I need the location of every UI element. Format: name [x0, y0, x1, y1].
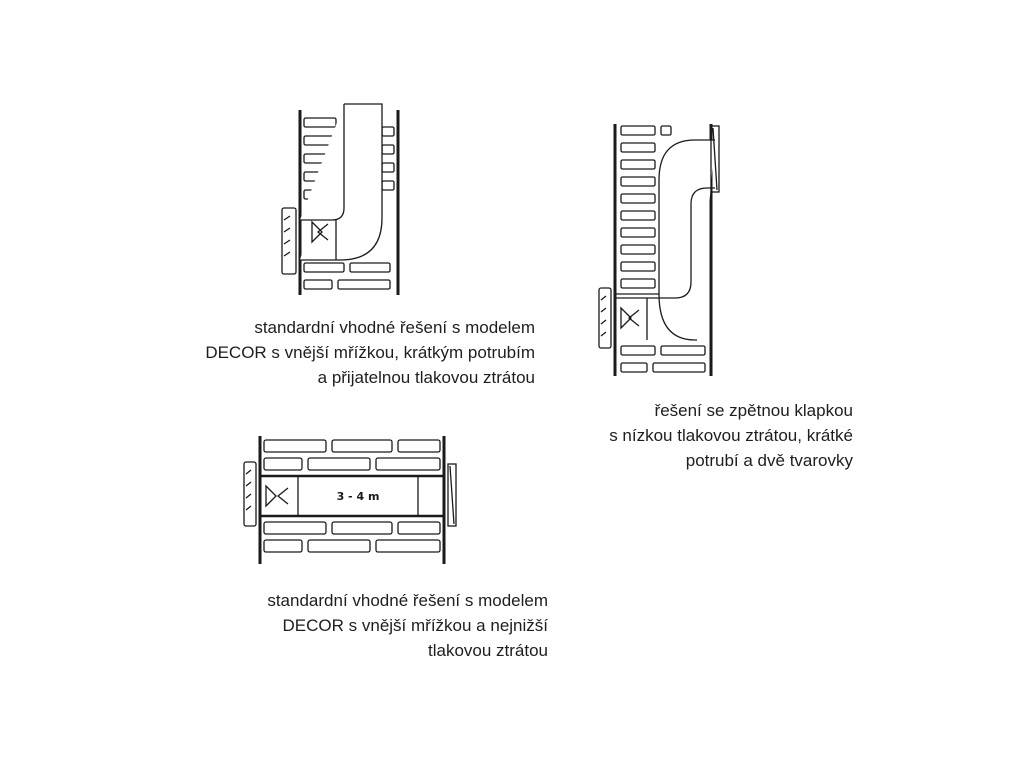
caption-line: s nízkou tlakovou ztrátou, krátké — [609, 426, 853, 445]
diagram-horizontal-through-wall — [238, 432, 468, 568]
caption-line: potrubí a dvě tvarovky — [685, 451, 853, 470]
duct-length-label: 3 - 4 m — [336, 490, 380, 503]
diagram-vertical-short-duct — [270, 100, 410, 300]
caption-horizontal-through-wall — [267, 588, 548, 663]
caption-line: DECOR s vnější mřížkou, krátkým potrubím — [205, 343, 535, 362]
caption-line: standardní vhodné řešení s modelem — [267, 591, 548, 610]
caption-line: DECOR s vnější mřížkou a nejnižší — [282, 616, 548, 635]
caption-line: řešení se zpětnou klapkou — [654, 401, 853, 420]
caption-line: a přijatelnou tlakovou ztrátou — [317, 368, 535, 387]
caption-line: tlakovou ztrátou — [427, 641, 548, 660]
diagram-check-flap — [595, 118, 735, 380]
caption-line: standardní vhodné řešení s modelem — [254, 318, 535, 337]
caption-check-flap — [609, 398, 853, 473]
caption-vertical-short-duct — [205, 315, 535, 390]
